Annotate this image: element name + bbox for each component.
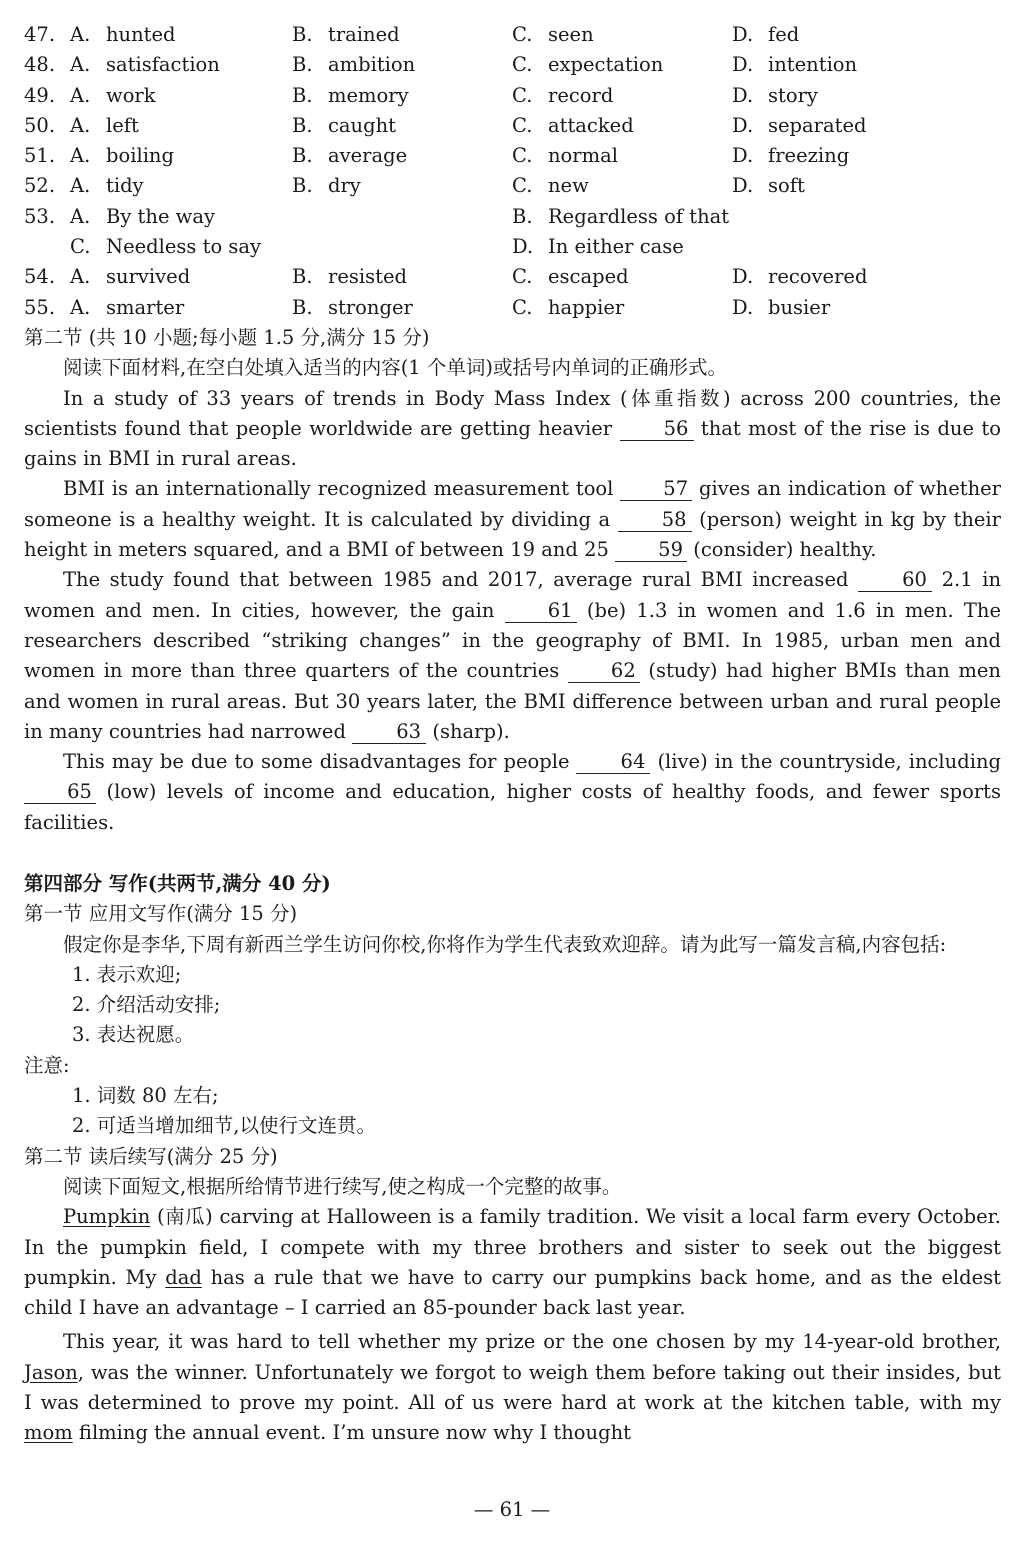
option-d: D. story (732, 84, 818, 107)
question-51 (0, 141, 1024, 171)
part-heading: 第四部分 写作(共两节,满分 40 分) (24, 872, 331, 895)
question-53 (0, 202, 1024, 232)
question-number: 51. (24, 144, 56, 167)
prompt-item: 2. 介绍活动安排; (72, 993, 221, 1017)
option-d: D. soft (732, 174, 805, 197)
option-b: B. memory (292, 84, 409, 107)
story-paragraph-1: Pumpkin (南瓜) carving at Halloween is a family tradition. We visit a local farm every October. In the pumpkin field, I compete with my three brothers and sister to seek out the biggest pumpkin. My dad has a rule that we have to carry our pumpkins back home, and as the eldest child I have an advantage – I carried an 85-pounder back last year. (24, 1205, 1001, 1320)
writing-prompt: 假定你是李华,下周有新西兰学生访问你校,你将作为学生代表致欢迎辞。请为此写一篇发言稿,内容包括: (63, 932, 947, 956)
question-53-cont (0, 232, 1024, 262)
question-number: 47. (24, 23, 56, 46)
blank-57[interactable]: 57 (620, 478, 692, 501)
question-number: 49. (24, 84, 56, 107)
option-c: C. attacked (512, 114, 634, 137)
question-number: 53. (24, 205, 56, 228)
subsection-heading: 第二节 读后续写(满分 25 分) (24, 1144, 278, 1168)
question-52 (0, 171, 1024, 201)
blank-59[interactable]: 59 (615, 539, 687, 562)
section-heading: 第二节 (共 10 小题;每小题 1.5 分,满分 15 分) (24, 326, 430, 349)
option-a: A. boiling (70, 144, 174, 167)
story-paragraph-2: This year, it was hard to tell whether my prize or the one chosen by my 14-year-old brother, Jason, was the winner. Unfortunately we forgot to weigh them before taking out their insides, but I was determined to prove my point. All of us were hard at work at the kitchen table, with my mom filming the annual event. I’m unsure now why I thought (24, 1330, 1001, 1445)
question-55 (0, 293, 1024, 323)
continuation-instruction: 阅读下面短文,根据所给情节进行续写,使之构成一个完整的故事。 (63, 1174, 622, 1198)
question-50 (0, 111, 1024, 141)
blank-56[interactable]: 56 (620, 418, 694, 441)
question-number: 52. (24, 174, 56, 197)
option-d: D. In either case (512, 235, 684, 258)
note-item: 1. 词数 80 左右; (72, 1084, 219, 1108)
blank-62[interactable]: 62 (568, 660, 640, 683)
question-48 (0, 50, 1024, 80)
option-c: C. Needless to say (70, 235, 262, 258)
question-number: 50. (24, 114, 56, 137)
option-a: A. smarter (70, 296, 185, 319)
part-four-writing (24, 869, 1001, 1449)
blank-64[interactable]: 64 (576, 751, 650, 774)
question-54 (0, 262, 1024, 292)
passage-paragraph-2: BMI is an internationally recognized measurement tool 57 gives an indication of whether someone is a healthy weight. It is calculated by dividing a 58 (person) weight in kg by their height in meters squared, and a BMI of between 19 and 25 59 (consider) healthy. (24, 477, 1001, 562)
option-b: B. resisted (292, 265, 407, 288)
blank-63[interactable]: 63 (352, 721, 426, 744)
passage-paragraph-3: The study found that between 1985 and 2017, average rural BMI increased 60 2.1 in women and men. In cities, however, the gain 61 (be) 1.3 in women and 1.6 in men. The researchers described “striking changes” in the geography of BMI. In 1985, urban men and women in more than three quarters of the countries 62 (study) had higher BMIs than men and women in rural areas. But 30 years later, the BMI difference between urban and rural people in many countries had narrowed 63 (sharp). (24, 568, 1001, 743)
blank-58[interactable]: 58 (618, 509, 692, 532)
blank-60[interactable]: 60 (858, 569, 932, 592)
option-d: D. freezing (732, 144, 850, 167)
blank-61[interactable]: 61 (505, 600, 577, 623)
question-number: 55. (24, 296, 56, 319)
note-item: 2. 可适当增加细节,以使行文连贯。 (72, 1114, 377, 1138)
option-b: B. dry (292, 174, 361, 197)
option-a: A. tidy (70, 174, 144, 197)
option-a: A. survived (70, 265, 191, 288)
option-d: D. separated (732, 114, 867, 137)
subsection-heading: 第一节 应用文写作(满分 15 分) (24, 902, 298, 926)
option-c: C. escaped (512, 265, 629, 288)
question-47 (0, 20, 1024, 50)
prompt-item: 1. 表示欢迎; (72, 962, 182, 986)
option-c: C. new (512, 174, 589, 197)
option-c: C. seen (512, 23, 594, 46)
option-a: A. By the way (70, 205, 216, 228)
option-d: D. busier (732, 296, 831, 319)
option-a: A. work (70, 84, 156, 107)
option-b: B. Regardless of that (512, 205, 730, 228)
option-c: C. normal (512, 144, 618, 167)
passage-paragraph-1: In a study of 33 years of trends in Body Mass Index (体重指数) across 200 countries, the scientists found that people worldwide are getting heavier 56 that most of the rise is due to gains in BMI in rural areas. (24, 386, 1002, 471)
option-d: D. fed (732, 23, 800, 46)
question-49 (0, 81, 1024, 111)
section-instruction: 阅读下面材料,在空白处填入适当的内容(1 个单词)或括号内单词的正确形式。 (63, 356, 728, 380)
option-b: B. caught (292, 114, 396, 137)
option-a: A. left (70, 114, 139, 137)
passage-paragraph-4: This may be due to some disadvantages for people 64 (live) in the countryside, including 65 (low) levels of income and education, higher costs of healthy foods, and fewer sports facilities. (24, 750, 1001, 834)
option-a: A. satisfaction (70, 53, 220, 76)
option-b: B. ambition (292, 53, 416, 76)
page-number: — 61 — (473, 1498, 551, 1521)
option-d: D. recovered (732, 265, 868, 288)
option-b: B. average (292, 144, 408, 167)
option-c: C. expectation (512, 53, 664, 76)
question-number: 48. (24, 53, 56, 76)
option-b: B. trained (292, 23, 400, 46)
option-d: D. intention (732, 53, 858, 76)
question-number: 54. (24, 265, 56, 288)
option-b: B. stronger (292, 296, 413, 319)
option-c: C. record (512, 84, 614, 107)
option-c: C. happier (512, 296, 625, 319)
section-two (24, 323, 1001, 838)
note-label: 注意: (24, 1053, 70, 1077)
blank-65[interactable]: 65 (24, 781, 96, 804)
option-a: A. hunted (70, 23, 176, 46)
prompt-item: 3. 表达祝愿。 (72, 1023, 195, 1047)
